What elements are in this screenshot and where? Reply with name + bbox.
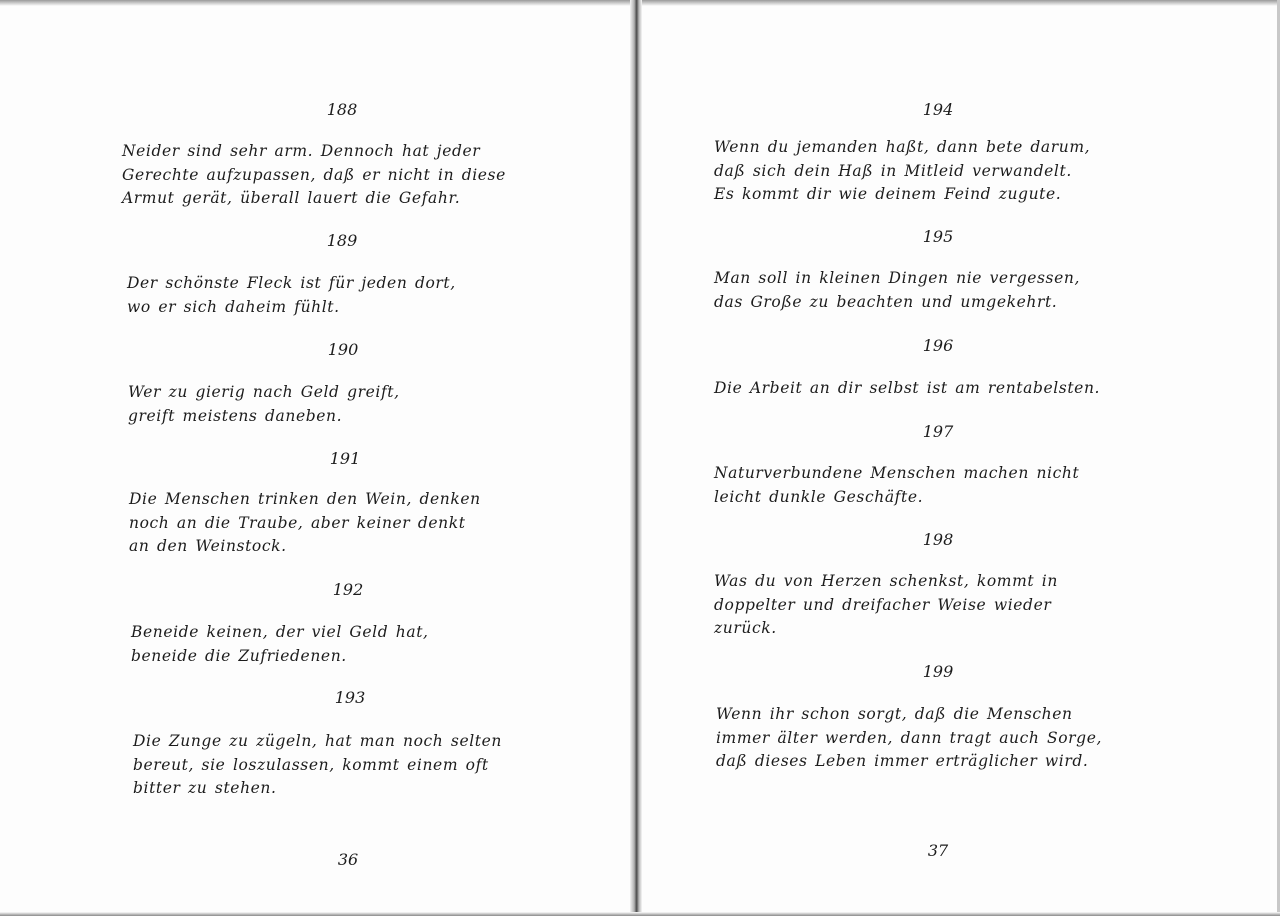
left-page — [0, 0, 630, 916]
entry-text: Neider sind sehr arm. Dennoch hat jeder Gerechte aufzupassen, daß er nicht in diese Armut gerät, überall lauert die Gefahr. — [122, 142, 506, 207]
entry-text: Wenn ihr schon sorgt, daß die Menschen immer älter werden, dann tragt auch Sorge, daß dieses Leben immer erträglicher wird. — [716, 705, 1102, 770]
entry-number: 190 — [327, 340, 359, 359]
page-number: 36 — [337, 850, 359, 869]
book-gutter — [630, 0, 642, 916]
entry-number: 193 — [334, 688, 366, 707]
entry-text: Beneide keinen, der viel Geld hat, beneide die Zufriedenen. — [131, 623, 429, 665]
entry-text: Die Zunge zu zügeln, hat man noch selten bereut, sie loszulassen, kommt einem oft bitter zu stehen. — [133, 732, 502, 797]
entry-number: 194 — [922, 100, 954, 119]
entry-number: 192 — [332, 580, 364, 599]
entry-number: 199 — [922, 662, 954, 681]
entry-text: Wer zu gierig nach Geld greift, greift meistens daneben. — [128, 383, 400, 425]
entry-text: Was du von Herzen schenkst, kommt in doppelter und dreifacher Weise wieder zurück. — [714, 572, 1058, 637]
page-bottom-edge — [0, 912, 1280, 916]
entry-text: Man soll in kleinen Dingen nie vergessen, das Große zu beachten und umgekehrt. — [714, 269, 1080, 311]
entry-text: Die Arbeit an dir selbst ist am rentabelsten. — [714, 379, 1101, 397]
page-number: 37 — [927, 841, 949, 860]
entry-number: 188 — [326, 100, 358, 119]
entry-number: 196 — [922, 336, 954, 355]
entry-number: 195 — [922, 227, 954, 246]
entry-number: 191 — [329, 449, 361, 468]
entry-text: Die Menschen trinken den Wein, denken noch an die Traube, aber keiner denkt an den Weinstock. — [129, 490, 481, 555]
entry-number: 197 — [922, 422, 954, 441]
entry-text: Der schönste Fleck ist für jeden dort, wo er sich daheim fühlt. — [127, 274, 456, 316]
entry-text: Wenn du jemanden haßt, dann bete darum, daß sich dein Haß in Mitleid verwandelt. Es kommt dir wie deinem Feind zugute. — [714, 138, 1091, 203]
entry-number: 189 — [326, 231, 358, 250]
entry-text: Naturverbundene Menschen machen nicht leicht dunkle Geschäfte. — [714, 464, 1080, 506]
entry-number: 198 — [922, 530, 954, 549]
right-page — [642, 0, 1280, 916]
